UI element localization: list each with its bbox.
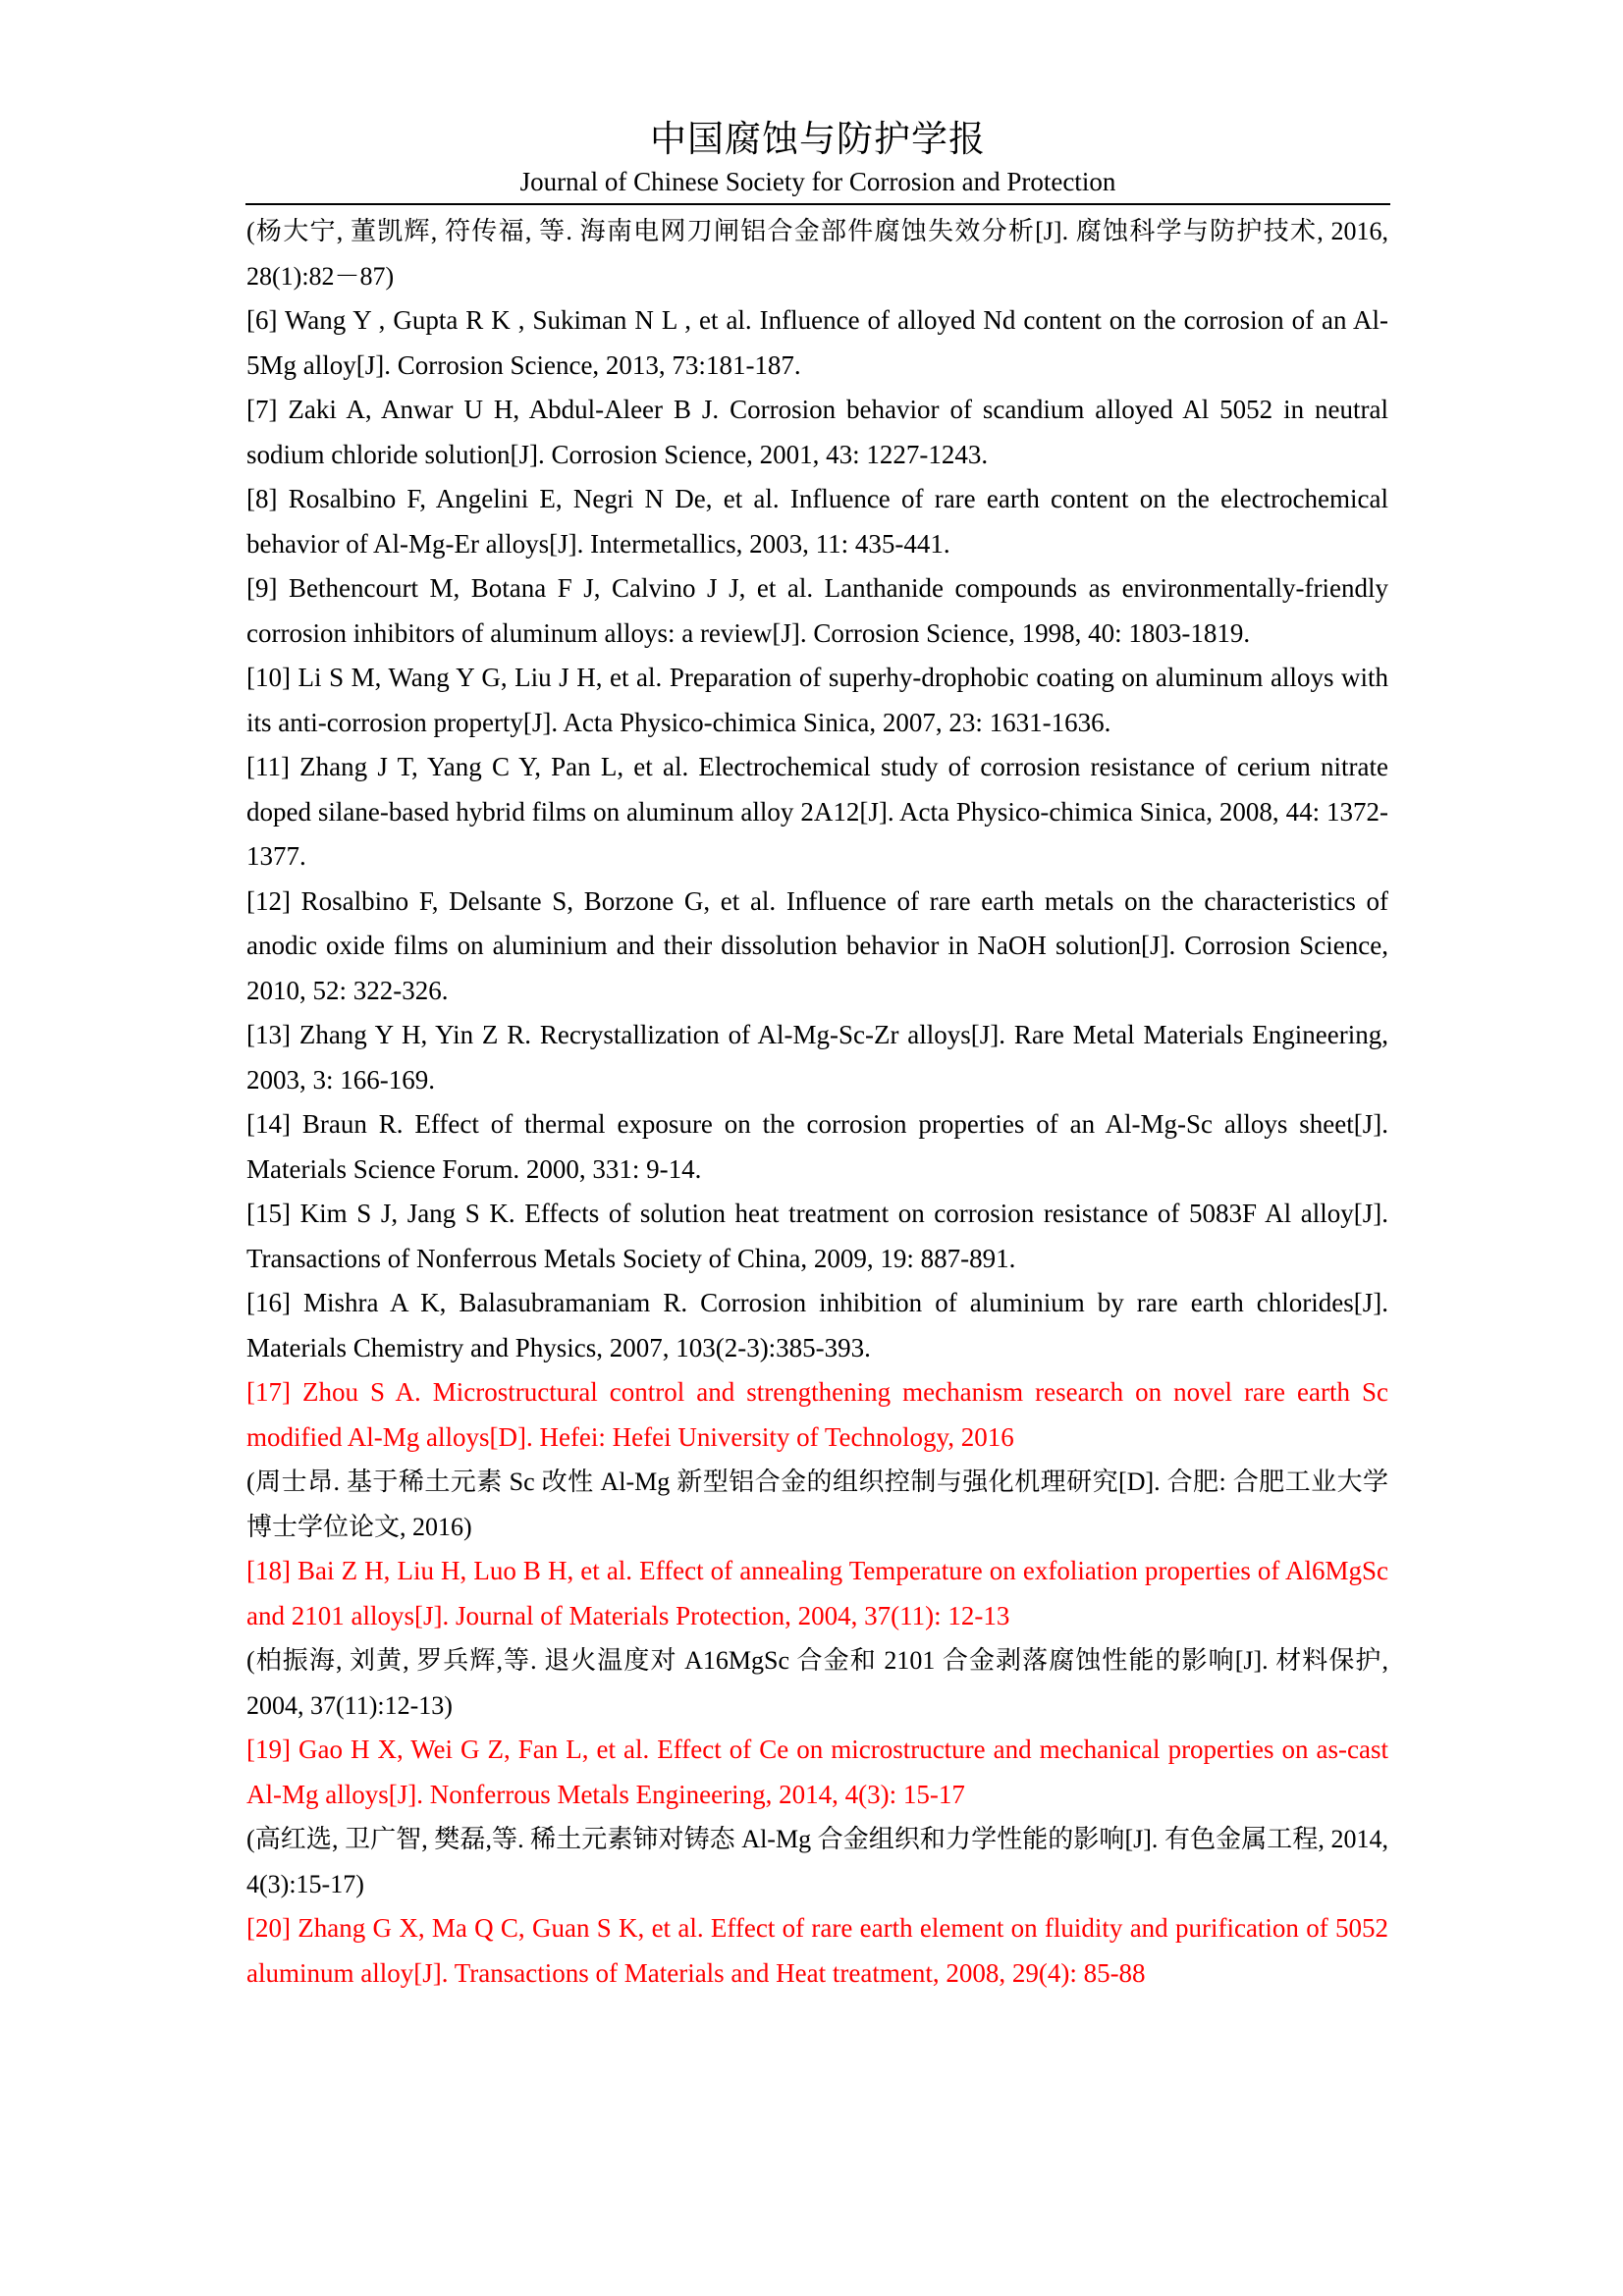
reference-item-highlighted: [18] Bai Z H, Liu H, Luo B H, et al. Effect of annealing Temperature on exfoliation properties of Al6MgSc and 2101 alloys[J]. Journal of Materials Protection, 2004, 37(11): 12-13 [246, 1556, 1388, 1630]
reference-translation: (杨大宁, 董凯辉, 符传福, 等. 海南电网刀闸铝合金部件腐蚀失效分析[J]. 腐蚀科学与防护技术, 2016, 28(1):82－87) [246, 217, 1388, 291]
reference-item: [15] Kim S J, Jang S K. Effects of solution heat treatment on corrosion resistance of 5083F Al alloy[J]. Transactions of Nonferrous Metals Society of China, 2009, 19: 887-891. [246, 1199, 1388, 1273]
reference-translation: (周士昂. 基于稀土元素 Sc 改性 Al-Mg 新型铝合金的组织控制与强化机理研究[D]. 合肥: 合肥工业大学博士学位论文, 2016) [246, 1468, 1388, 1541]
reference-item-highlighted: [19] Gao H X, Wei G Z, Fan L, et al. Effect of Ce on microstructure and mechanical properties on as-cast Al-Mg alloys[J]. Nonferrous Metals Engineering, 2014, 4(3): 15-17 [246, 1735, 1388, 1809]
reference-item: [16] Mishra A K, Balasubramaniam R. Corrosion inhibition of aluminium by rare earth chlorides[J]. Materials Chemistry and Physics, 2007, 103(2-3):385-393. [246, 1288, 1388, 1362]
reference-translation: (高红选, 卫广智, 樊磊,等. 稀土元素铈对铸态 Al-Mg 合金组织和力学性能的影响[J]. 有色金属工程, 2014, 4(3):15-17) [246, 1825, 1388, 1898]
reference-item: [8] Rosalbino F, Angelini E, Negri N De, et al. Influence of rare earth content on the electrochemical behavior of Al-Mg-Er alloys[J]. Intermetallics, 2003, 11: 435-441. [246, 484, 1388, 559]
reference-item: [12] Rosalbino F, Delsante S, Borzone G, et al. Influence of rare earth metals on the characteristics of anodic oxide films on aluminium and their dissolution behavior in NaOH solution[J]. Corrosion Science, 2010, 52: 322-326. [246, 885, 1388, 1005]
reference-item-highlighted: [17] Zhou S A. Microstructural control and strengthening mechanism research on novel rare earth Sc modified Al-Mg alloys[D]. Hefei: Hefei University of Technology, 2016 [246, 1377, 1388, 1452]
reference-item: [10] Li S M, Wang Y G, Liu J H, et al. Preparation of superhy-drophobic coating on aluminum alloys with its anti-corrosion property[J]. Acta Physico-chimica Sinica, 2007, 23: 1631-1636. [246, 663, 1388, 737]
reference-item: [13] Zhang Y H, Yin Z R. Recrystallization of Al-Mg-Sc-Zr alloys[J]. Rare Metal Materials Engineering, 2003, 3: 166-169. [246, 1020, 1388, 1095]
journal-title-english: Journal of Chinese Society for Corrosion and Protection [519, 167, 1116, 196]
reference-item: [14] Braun R. Effect of thermal exposure on the corrosion properties of an Al-Mg-Sc alloys sheet[J]. Materials Science Forum. 2000, 331: 9-14. [246, 1109, 1388, 1184]
reference-item: [7] Zaki A, Anwar U H, Abdul-Aleer B J. Corrosion behavior of scandium alloyed Al 5052 in neutral sodium chloride solution[J]. Corrosion Science, 2001, 43: 1227-1243. [246, 395, 1388, 469]
header-rule [245, 203, 1390, 205]
reference-item: [11] Zhang J T, Yang C Y, Pan L, et al. Electrochemical study of corrosion resistance of cerium nitrate doped silane-based hybrid films on aluminum alloy 2A12[J]. Acta Physico-chimica Sinica, 2008, 44: 1372-1377. [246, 752, 1388, 871]
journal-title-chinese: 中国腐蚀与防护学报 [650, 118, 986, 160]
reference-translation: (柏振海, 刘黄, 罗兵辉,等. 退火温度对 A16MgSc 合金和 2101 合金剥落腐蚀性能的影响[J]. 材料保护, 2004, 37(11):12-13) [246, 1646, 1388, 1720]
reference-item: [9] Bethencourt M, Botana F J, Calvino J J, et al. Lanthanide compounds as environmentally-friendly corrosion inhibitors of aluminum alloys: a review[J]. Corrosion Science, 1998, 40: 1803-1819. [246, 573, 1388, 648]
reference-list [246, 209, 1388, 1996]
journal-header [245, 116, 1390, 198]
reference-item: [6] Wang Y , Gupta R K , Sukiman N L , et al. Influence of alloyed Nd content on the corrosion of an Al-5Mg alloy[J]. Corrosion Science, 2013, 73:181-187. [246, 305, 1388, 380]
reference-item-highlighted: [20] Zhang G X, Ma Q C, Guan S K, et al. Effect of rare earth element on fluidity and purification of 5052 aluminum alloy[J]. Transactions of Materials and Heat treatment, 2008, 29(4): 85-88 [246, 1913, 1388, 1988]
